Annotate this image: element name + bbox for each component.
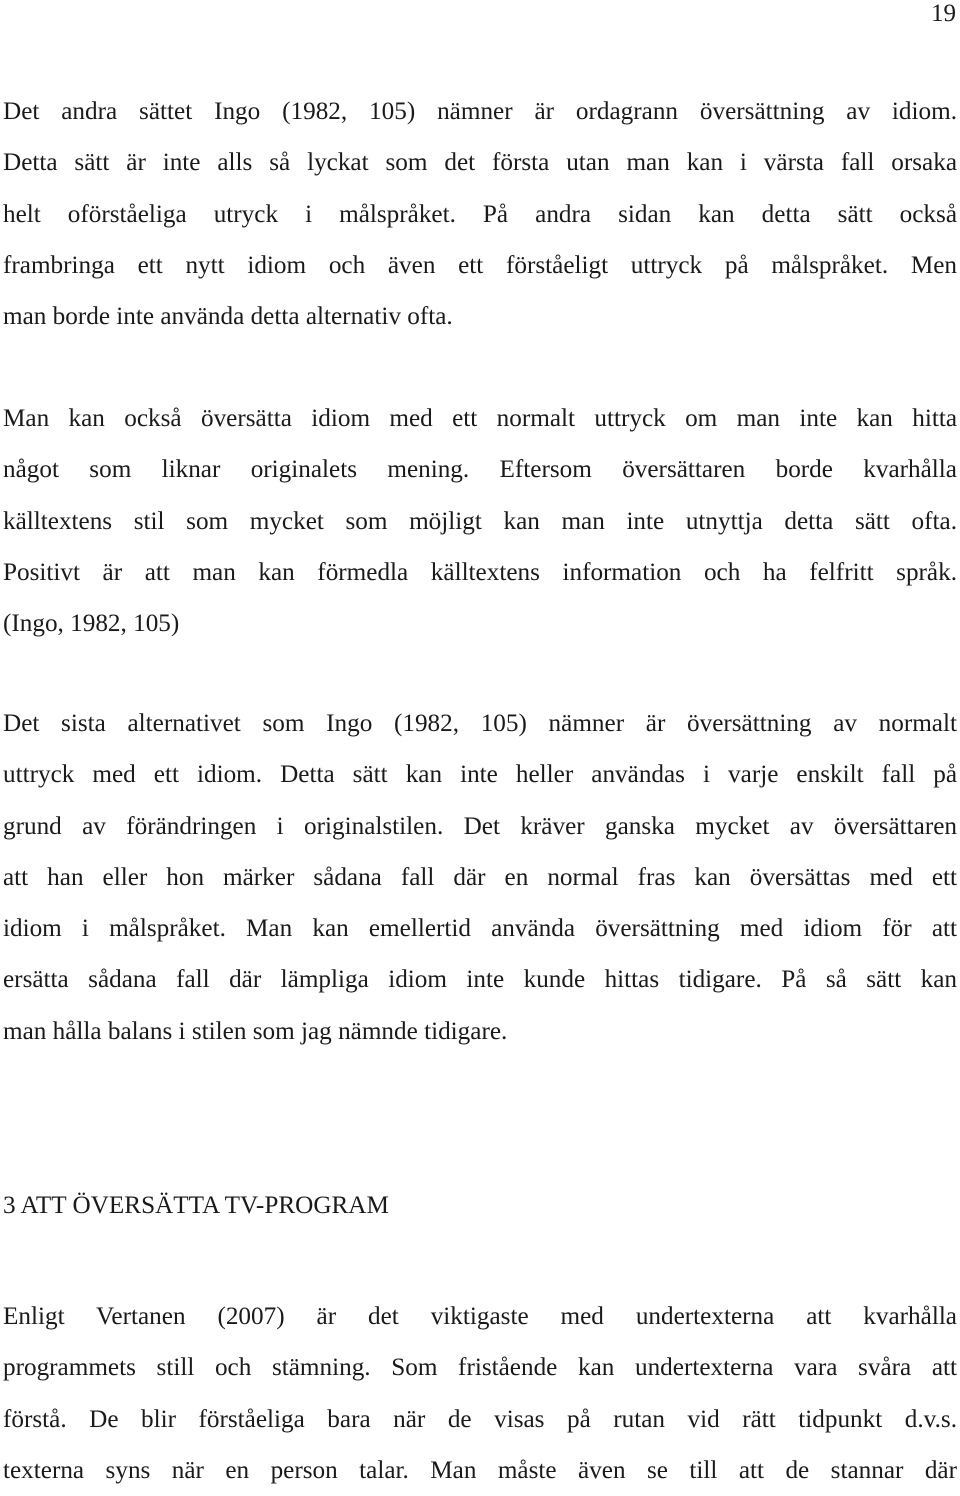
text-line: grund av förändringen i originalstilen. Det kräver ganska mycket av översättaren	[3, 812, 957, 840]
text-line: helt oförståeliga utryck i målspråket. På andra sidan kan detta sätt också	[3, 200, 957, 228]
text-line: att han eller hon märker sådana fall där en normal fras kan översättas med ett	[3, 863, 957, 891]
text-line: ersätta sådana fall där lämpliga idiom inte kunde hittas tidigare. På så sätt kan	[3, 966, 957, 994]
paragraph-vertanen	[3, 1291, 957, 1496]
text-line: Man kan också översätta idiom med ett normalt uttryck om man inte kan hitta	[3, 405, 957, 432]
text-line: Det sista alternativet som Ingo (1982, 105) nämner är översättning av normalt	[3, 710, 957, 737]
text-line: texterna syns när en person talar. Man måste även se till att de stannar där	[3, 1456, 957, 1484]
text-line: man borde inte använda detta alternativ ofta.	[3, 303, 453, 331]
text-line: idiom i målspråket. Man kan emellertid använda översättning med idiom för att	[3, 915, 957, 943]
text-line: man hålla balans i stilen som jag nämnde tidigare.	[3, 1017, 508, 1045]
section-heading: 3 ATT ÖVERSÄTTA TV-PROGRAM	[3, 1192, 389, 1219]
text-line: frambringa ett nytt idiom och även ett förståeligt uttryck på målspråket. Men	[3, 251, 957, 279]
text-line: Det andra sättet Ingo (1982, 105) nämner är ordagrann översättning av idiom.	[3, 98, 957, 125]
text-line: uttryck med ett idiom. Detta sätt kan inte heller användas i varje enskilt fall på	[3, 761, 957, 789]
paragraph-literal-translation	[3, 86, 957, 342]
text-line: källtextens stil som mycket som möjligt kan man inte utnyttja detta sätt ofta.	[3, 507, 957, 535]
text-line: förstå. De blir förståeliga bara när de visas på rutan vid rätt tidpunkt d.v.s.	[3, 1405, 957, 1433]
text-line: Detta sätt är inte alls så lyckat som det första utan man kan i värsta fall orsaka	[3, 149, 957, 177]
text-line: programmets still och stämning. Som fristående kan undertexterna vara svåra att	[3, 1354, 957, 1382]
paragraph-normal-expression	[3, 393, 957, 649]
page-number: 19	[931, 0, 956, 27]
text-line: Enligt Vertanen (2007) är det viktigaste med undertexterna att kvarhålla	[3, 1303, 957, 1330]
paragraph-last-alternative	[3, 698, 957, 1057]
text-line: (Ingo, 1982, 105)	[3, 610, 180, 638]
text-line: något som liknar originalets mening. Eftersom översättaren borde kvarhålla	[3, 456, 957, 484]
text-line: Positivt är att man kan förmedla källtextens information och ha felfritt språk.	[3, 558, 957, 586]
